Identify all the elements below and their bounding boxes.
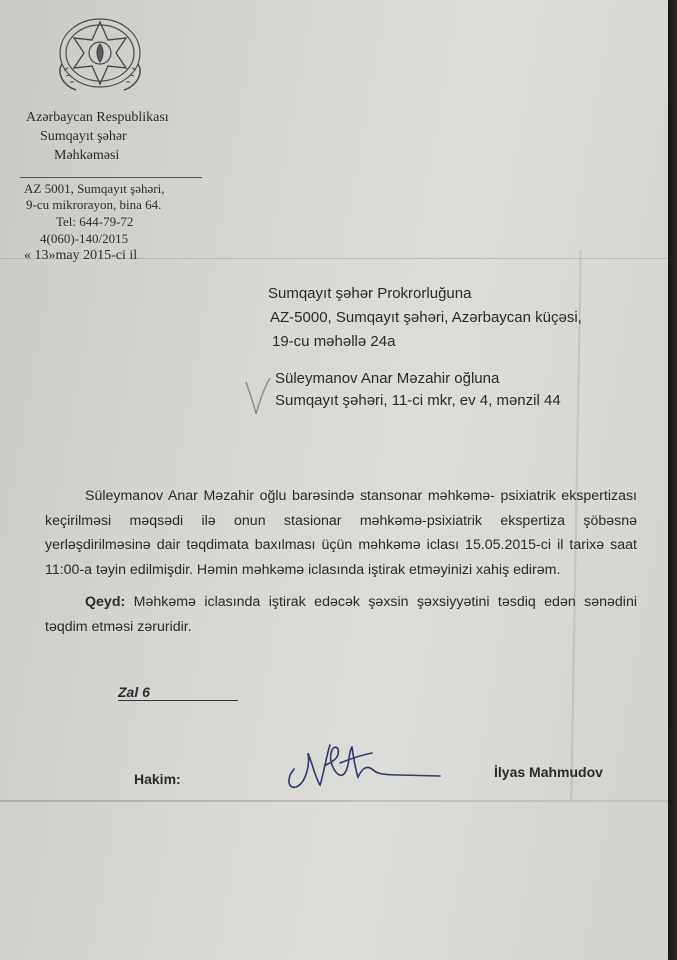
reference-number: 4(060)-140/2015 [40,231,129,246]
letter-body [45,484,637,639]
paper-fold-horizontal [0,800,668,802]
recipient-1-district: 19-cu məhəllə 24a [272,333,396,350]
court-title: Məhkəməsi [54,148,120,163]
document-date: « 13»may 2015-ci il [24,248,138,263]
body-paragraph: Süleymanov Anar Məzahir oğlu barəsində stansonar məhkəmə- psixiatrik ekspertizası keçirilməsi məqsədi ilə onun stasionar məhkəmə-psixiatrik ekspertiza şöbəsnə yerləşdirilməsinə dair təqdimata baxılması üçün məhkəmə iclası 15.05.2015-ci il tarixə saat 11:00-a təyin edilmişdir. Həmin məhkəmə iclasında iştirak etməyinizi xahiş edirəm. [45,488,637,578]
address-line-2: 9-cu mikrorayon, bina 64. [26,197,162,212]
note-paragraph [45,590,637,639]
recipient-1-name: Sumqayıt şəhər Prokrorluğuna [268,285,472,302]
court-country: Azərbaycan Respublikası [26,110,169,125]
checkmark-icon [244,376,272,416]
note-text: Məhkəmə iclasında iştirak edəcək şəxsin şəxsiyyətini təsdiq edən sənədini təqdim etməsi zəruridir. [45,594,637,635]
recipient-2-name: Süleymanov Anar Məzahir oğluna [275,370,500,387]
note-label: Qeyd: [85,594,126,610]
hall-underline [118,700,238,701]
judge-name: İlyas Mahmudov [494,764,603,780]
address-line-1: AZ 5001, Sumqayıt şəhəri, [24,181,165,196]
phone-number: Tel: 644-79-72 [56,214,134,229]
court-city: Sumqayıt şəhər [40,129,127,144]
handwritten-signature [280,735,445,795]
state-emblem-seal [50,12,150,94]
hall-number: Zal 6 [118,684,150,700]
recipient-2-address: Sumqayıt şəhəri, 11-ci mkr, ev 4, mənzil 44 [275,392,561,409]
judge-label: Hakim: [134,771,181,787]
recipient-1-address: AZ-5000, Sumqayıt şəhəri, Azərbaycan küçəsi, [270,309,582,326]
header-divider [20,177,202,178]
